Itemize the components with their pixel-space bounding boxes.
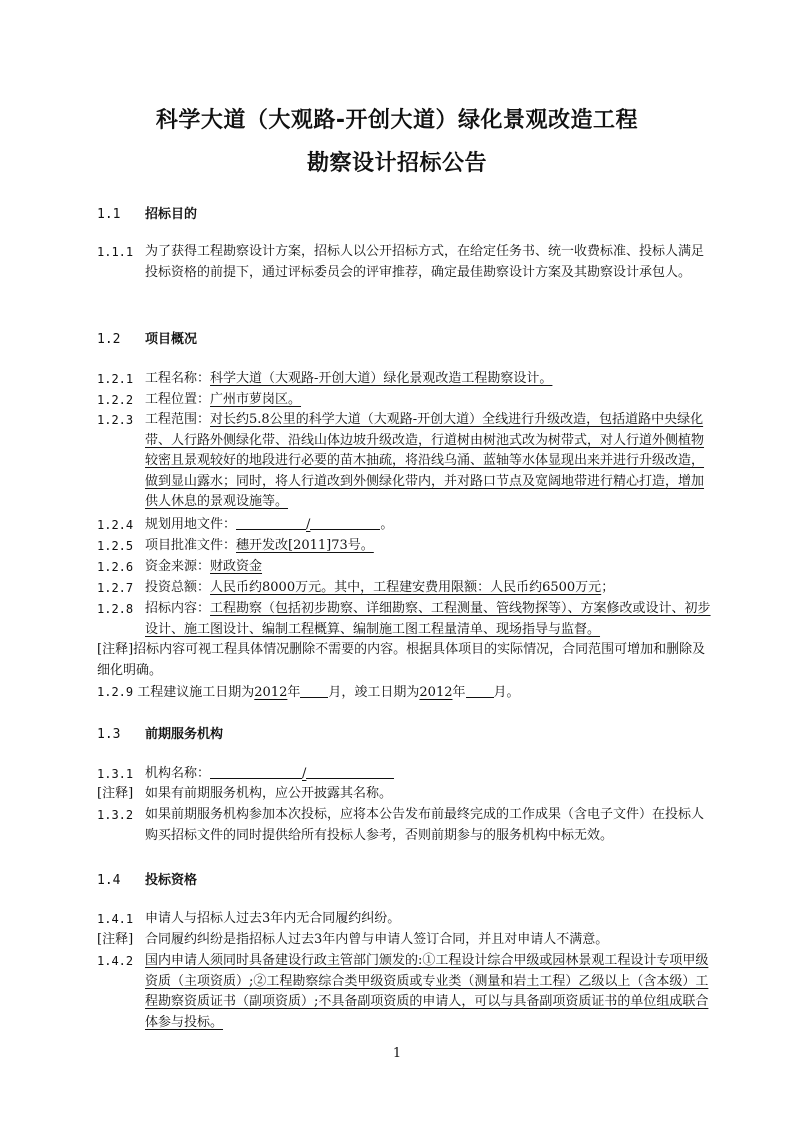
- field-label: 投资总额：: [145, 580, 211, 595]
- clause-1-2-4: [97, 515, 712, 536]
- blank-line: [310, 515, 380, 530]
- clause-number: 1.3.1: [97, 767, 134, 781]
- section-heading-1-3: [97, 723, 223, 742]
- clause-number: 1.2.7: [97, 581, 134, 595]
- field-value: 财政资金: [210, 559, 263, 574]
- field-end: ；: [601, 580, 615, 595]
- clause-text: 为了获得工程勘察设计方案，招标人以公开招标方式，在给定任务书、统一收费标准、投标人满足投标资格的前提下，通过评标委员会的评审推荐，确定最佳勘察设计方案及其勘察设计承包人。: [145, 244, 705, 280]
- clause-number: 1.4.1: [97, 912, 134, 926]
- blank-month: [466, 683, 494, 698]
- note-1-2: [97, 640, 712, 681]
- clause-1-2-6: [97, 557, 712, 578]
- note-text: [注释]招标内容可视工程具体情况删除不需要的内容。根据具体项目的实际情况，合同范围可增加和删除及细化明确。: [97, 642, 706, 678]
- blank-line: [210, 764, 302, 779]
- note-label: [注释]: [97, 786, 134, 801]
- separator: /: [302, 766, 307, 781]
- document-title-line1: 科学大道（大观路-开创大道）绿化景观改造工程: [155, 108, 639, 133]
- field-label: 机构名称：: [145, 766, 211, 781]
- clause-number: 1.2.1: [97, 372, 134, 386]
- clause-number: 1.2.4: [97, 518, 134, 532]
- field-label: 工程名称：: [145, 371, 211, 386]
- note-text: 合同履约纠纷是指招标人过去3年内曾与申请人签订合同，并且对申请人不满意。: [145, 932, 609, 947]
- year-char: 年: [452, 685, 466, 700]
- clause-text-e: 月。: [493, 685, 520, 700]
- section-title: 招标目的: [145, 207, 198, 222]
- field-label: 工程位置：: [145, 392, 211, 407]
- clause-text-c: 月，竣工日期为: [328, 685, 420, 700]
- clause-number: 1.2.9: [97, 685, 134, 699]
- clause-1-2-3: [97, 410, 712, 513]
- clause-text: 申请人与招标人过去3年内无合同履约纠纷。: [145, 911, 401, 926]
- clause-number: 1.3.2: [97, 808, 134, 822]
- clause-1-3-2: [97, 805, 712, 846]
- section-heading-1-2: [97, 328, 197, 347]
- section-heading-1-1: [97, 203, 197, 222]
- clause-1-4-2: [97, 951, 712, 1033]
- clause-1-4-1: [97, 909, 712, 930]
- field-value: 科学大道（大观路-开创大道）绿化景观改造工程勘察设计。: [210, 371, 553, 386]
- end-year: 2012: [419, 685, 453, 700]
- field-label: 项目批准文件：: [145, 538, 237, 553]
- start-year: 2012: [254, 685, 288, 700]
- field-value: 广州市萝岗区。: [210, 392, 302, 407]
- field-end: 。: [380, 517, 394, 532]
- clause-number: 1.2.3: [97, 413, 134, 427]
- clause-text: 如果前期服务机构参加本次投标，应将本公告发布前最终完成的工作成果（含电子文件）在投标人购买招标文件的同时提供给所有投标人参考，否则前期参与的服务机构中标无效。: [145, 807, 705, 843]
- clause-number: 1.2.6: [97, 560, 134, 574]
- note-label: [注释]: [97, 932, 134, 947]
- clause-number: 1.1.1: [97, 245, 134, 259]
- section-heading-1-4: [97, 869, 197, 888]
- section-number: 1.3: [97, 727, 121, 742]
- clause-1-2-8: [97, 599, 712, 640]
- clause-number: 1.2.5: [97, 539, 134, 553]
- clause-number: 1.4.2: [97, 954, 134, 968]
- section-number: 1.2: [97, 332, 121, 347]
- field-value: 对长约5.8公里的科学大道（大观路-开创大道）全线进行升级改造，包括道路中央绿化带、人行路外侧绿化带、沿线山体边坡升级改造，行道树由树池式改为树带式，对人行道外侧植物较密且景观较好的地段进行必要的苗木抽疏，将沿线乌涌、蓝轴等水体显现出来并进行升级改造，做到显山露水；同时，将人行道改到外侧绿化带内，并对路口节点及宽阔地带进行精心打造，增加供人休息的景观设施等。: [145, 412, 705, 509]
- section-number: 1.1: [97, 207, 121, 222]
- field-label: 工程范围：: [145, 412, 211, 427]
- year-char: 年: [287, 685, 301, 700]
- clause-1-1-1: [97, 242, 712, 283]
- section-title: 投标资格: [145, 873, 198, 888]
- section-title: 项目概况: [145, 332, 198, 347]
- field-value: 工程勘察（包括初步勘察、详细勘察、工程测量、管线物探等）、方案修改或设计、初步设计、施工图设计、编制工程概算、编制施工图工程量清单、现场指导与监督。: [145, 601, 711, 637]
- document-title-line2: 勘察设计招标公告: [306, 151, 487, 176]
- note-1-4: [97, 930, 712, 951]
- field-label: 资金来源：: [145, 559, 211, 574]
- clause-text: 国内申请人须同时具备建设行政主管部门颁发的:①工程设计综合甲级或园林景观工程设计专项甲级资质（主项资质）;②工程勘察综合类甲级资质或专业类（测量和岩土工程）乙级以上（含本级）工程勘察资质证书（副项资质）;不具备副项资质的申请人，可以与具备副项资质证书的单位组成联合体参与投标。: [145, 953, 709, 1030]
- separator: /: [306, 517, 311, 532]
- field-label: 招标内容：: [145, 601, 211, 616]
- clause-1-2-1: [97, 369, 712, 390]
- clause-1-3-1: [97, 764, 712, 785]
- clause-number: 1.2.2: [97, 393, 134, 407]
- field-value: 穗开发改[2011]73号。: [236, 538, 374, 553]
- page-number: 1: [392, 1046, 402, 1061]
- section-number: 1.4: [97, 873, 121, 888]
- field-label: 规划用地文件：: [145, 517, 237, 532]
- field-value: 人民币约8000万元。其中，工程建安费用限额：人民币约6500万元: [210, 580, 602, 595]
- blank-month: [300, 683, 328, 698]
- clause-text-a: 工程建议施工日期为: [137, 685, 255, 700]
- clause-number: 1.2.8: [97, 602, 134, 616]
- clause-1-2-9: [97, 682, 712, 704]
- clause-1-2-2: [97, 390, 712, 411]
- clause-1-2-5: [97, 536, 712, 557]
- clause-1-2-7: [97, 578, 712, 599]
- note-1-3: [97, 784, 712, 805]
- blank-line: [306, 764, 394, 779]
- note-text: 如果有前期服务机构，应公开披露其名称。: [145, 786, 393, 801]
- blank-line: [236, 515, 306, 530]
- section-title: 前期服务机构: [145, 727, 224, 742]
